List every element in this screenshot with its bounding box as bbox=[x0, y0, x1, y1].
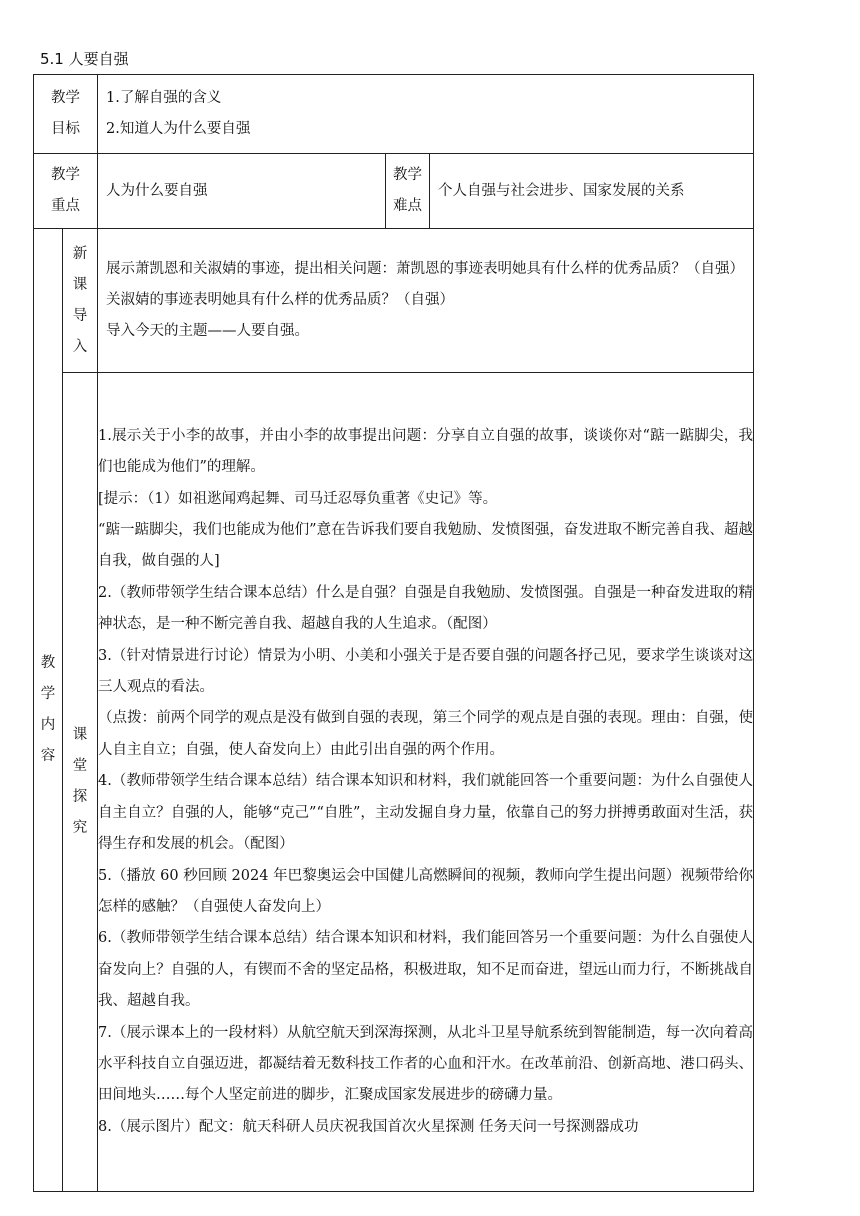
explore-paragraph: 6.（教师带领学生结合课本总结）结合课本知识和材料，我们能回答另一个重要问题：为什么自强使人奋发向上？自强的人，有锲而不舍的坚定品格，积极进取，知不足而奋进，望远山而力行，不断挑战自我、超越自我。 bbox=[98, 930, 753, 1010]
explore-row bbox=[34, 373, 754, 1192]
explore-paragraph: 8.（展示图片）配文：航天科研人员庆祝我国首次火星探测 任务天问一号探测器成功 bbox=[98, 1118, 639, 1135]
focus-row bbox=[34, 154, 754, 229]
teaching-goal-content bbox=[98, 75, 754, 154]
intro-row bbox=[34, 229, 754, 373]
key-point-label: 教学 重点 bbox=[34, 154, 98, 229]
explore-paragraph: 3.（针对情景进行讨论）情景为小明、小美和小强关于是否要自强的问题各抒己见，要求学生谈谈对这三人观点的看法。 bbox=[98, 647, 753, 696]
page-title: 5.1 人要自强 bbox=[40, 50, 129, 68]
explore-content bbox=[98, 373, 754, 1192]
intro-paragraph: 展示萧凯恩和关淑婧的事迹，提出相关问题：萧凯恩的事迹表明她具有什么样的优秀品质？（自强）关淑婧的事迹表明她具有什么样的优秀品质？（自强） bbox=[106, 261, 744, 308]
intro-paragraph: 导入今天的主题——人要自强。 bbox=[106, 323, 309, 339]
intro-label: 新 课 导 入 bbox=[63, 229, 98, 373]
explore-paragraph: 5.（播放 60 秒回顾 2024 年巴黎奥运会中国健儿高燃瞬间的视频，教师向学生提出问题）视频带给你怎样的感触？（自强使人奋发向上） bbox=[98, 867, 753, 915]
explore-paragraph: 4.（教师带领学生结合课本总结）结合课本知识和材料，我们就能回答一个重要问题：为什么自强使人自主自立？自强的人，能够“克己”“自胜”，主动发掘自身力量，依靠自己的努力拼搏勇敢面对生活，获得生存和发展的机会。（配图） bbox=[98, 773, 753, 853]
explore-paragraph: 2.（教师带领学生结合课本总结）什么是自强？自强是自我勉励、发愤图强。自强是一种奋发进取的精神状态，是一种不断完善自我、超越自我的人生追求。（配图） bbox=[98, 584, 753, 633]
goal-item: 2.知道人为什么要自强 bbox=[106, 121, 251, 137]
difficult-point-label: 教学 难点 bbox=[386, 154, 430, 229]
teaching-content-label: 教 学 内 容 bbox=[34, 229, 63, 1192]
key-point-value: 人为什么要自强 bbox=[98, 154, 386, 229]
teaching-goal-label: 教学 目标 bbox=[34, 75, 98, 154]
teaching-goal-row bbox=[34, 75, 754, 154]
difficult-point-value: 个人自强与社会进步、国家发展的关系 bbox=[430, 154, 754, 229]
explore-paragraph: 7.（展示课本上的一段材料）从航空航天到深海探测，从北斗卫星导航系统到智能制造，每一次向着高水平科技自立自强迈进，都凝结着无数科技工作者的心血和汗水。在改革前沿、创新高地、港口码头、田间地头……每个人坚定前进的脚步，汇聚成国家发展进步的磅礴力量。 bbox=[98, 1024, 753, 1104]
explore-paragraph: [提示：（1）如祖逖闻鸡起舞、司马迁忍辱负重著《史记》等。 bbox=[98, 490, 498, 507]
explore-paragraph: 1.展示关于小李的故事，并由小李的故事提出问题：分享自立自强的故事，谈谈你对“踮一踮脚尖，我们也能成为他们”的理解。 bbox=[98, 427, 753, 476]
lesson-plan-table bbox=[33, 74, 754, 1192]
explore-paragraph: （点拨：前两个同学的观点是没有做到自强的表现，第三个同学的观点是自强的表现。理由：自强，使人自主自立；自强，使人奋发向上）由此引出自强的两个作用。 bbox=[98, 710, 753, 758]
explore-label: 课 堂 探 究 bbox=[63, 373, 98, 1192]
intro-content bbox=[98, 229, 754, 373]
goal-item: 1.了解自强的含义 bbox=[106, 90, 222, 106]
explore-paragraph: “踮一踮脚尖，我们也能成为他们”意在告诉我们要自我勉励、发愤图强，奋发进取不断完善自我、超越自我，做自强的人] bbox=[98, 522, 753, 570]
